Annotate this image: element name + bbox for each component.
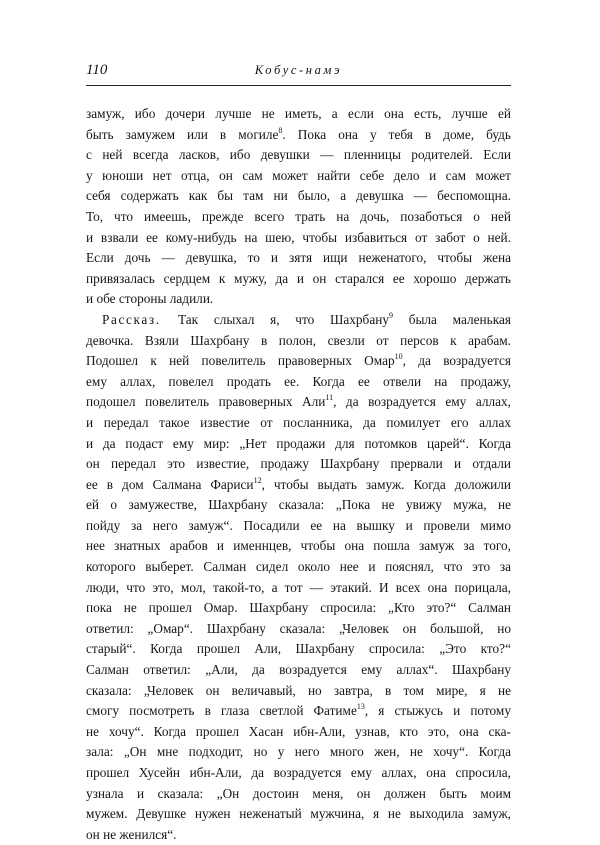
text-fragment: Подошел к ней повелитель правоверных Омар bbox=[86, 353, 395, 369]
text-line bbox=[86, 372, 511, 393]
text-line bbox=[86, 598, 511, 619]
text-line bbox=[86, 351, 511, 372]
text-fragment: Так слыхал я, что Шахрбану bbox=[177, 311, 389, 327]
text-line bbox=[86, 619, 511, 640]
text-fragment: ей о замужестве, Шахрбану сказала: „Пока не увижу мужа, не bbox=[86, 497, 511, 513]
text-line bbox=[86, 742, 511, 763]
text-fragment: он передал это известие, продажу Шахрбану прервали и отдали bbox=[86, 456, 511, 472]
running-title: Кобус-намэ bbox=[254, 63, 343, 77]
footnote-marker: 10 bbox=[394, 352, 403, 362]
text-fragment: , я стыжусь и потому bbox=[364, 703, 511, 719]
text-fragment: с ней всегда ласков, ибо девушки — пленницы родителей. Если bbox=[86, 147, 511, 163]
text-fragment: привязалась сердцем к мужу, да и он старался ее хорошо держать bbox=[86, 270, 511, 286]
text-fragment: которого выберет. Салман сидел около нее и пояснял, что это за bbox=[86, 559, 511, 575]
text-fragment: смогу посмотреть в глаза светлой Фатиме bbox=[86, 703, 357, 719]
text-fragment: не хочу“. Когда прошел Хасан ибн-Али, узнав, кто это, она ска- bbox=[86, 723, 511, 739]
text-fragment: он не женился“. bbox=[86, 826, 177, 842]
text-line bbox=[86, 557, 511, 578]
text-line bbox=[86, 681, 511, 702]
text-line bbox=[86, 145, 511, 166]
text-line bbox=[86, 763, 511, 784]
text-fragment: ее в дом Салмана Фариси bbox=[86, 476, 254, 492]
text-fragment: у юноши нет отца, он сам может найти себе дело и сам может bbox=[86, 167, 511, 183]
text-line bbox=[86, 207, 511, 228]
text-fragment: мужем. Девушке нужен неженатый мужчина, я не выходила замуж, bbox=[86, 806, 511, 822]
text-line bbox=[86, 166, 511, 187]
text-line bbox=[86, 804, 511, 825]
text-fragment: и взвали ее кому-нибудь на шею, чтобы избавиться от забот о ней. bbox=[86, 229, 511, 245]
footnote-marker: 11 bbox=[325, 393, 334, 403]
text-line bbox=[86, 228, 511, 249]
text-line bbox=[86, 331, 511, 352]
text-fragment: ответил: „Омар“. Шахрбану сказала: „Человек он большой, но bbox=[86, 620, 511, 636]
text-line bbox=[86, 784, 511, 805]
text-fragment: пока не прошел Омар. Шахрбану спросила: „Кто это?“ Салман bbox=[86, 600, 511, 616]
text-fragment: , да возрадуется bbox=[402, 353, 511, 369]
text-line bbox=[86, 248, 511, 269]
text-fragment: замуж, ибо дочери лучше не иметь, а если она есть, лучше ей bbox=[86, 106, 511, 121]
text-line bbox=[86, 289, 511, 310]
text-fragment: , чтобы выдать замуж. Когда доложили bbox=[261, 476, 511, 492]
text-line bbox=[86, 722, 511, 743]
text-fragment: пойду за него замуж“. Посадили ее на вышку и провели мимо bbox=[86, 517, 511, 533]
text-fragment: Салман ответил: „Али, да возрадуется ему аллах“. Шахрбану bbox=[86, 662, 511, 678]
text-fragment: То, что имеешь, прежде всего трать на дочь, позаботься о ней bbox=[86, 208, 511, 224]
text-fragment: узнала и сказала: „Он достоин меня, он должен быть моим bbox=[86, 785, 511, 801]
text-fragment: была маленькая bbox=[393, 311, 511, 327]
footnote-marker: 13 bbox=[356, 702, 365, 712]
text-fragment: прошел Хусейн ибн-Али, да возрадуется ему аллах, она спросила, bbox=[86, 765, 511, 780]
footnote-marker: 8 bbox=[278, 125, 283, 135]
text-line bbox=[86, 392, 511, 413]
text-line bbox=[86, 660, 511, 681]
footnote-marker: 12 bbox=[253, 475, 262, 485]
text-line bbox=[86, 125, 511, 146]
text-fragment: подошел повелитель правоверных Али bbox=[86, 394, 326, 410]
page-number: 110 bbox=[86, 62, 108, 78]
text-line bbox=[86, 516, 511, 537]
text-fragment: нее знатных арабов и именнцев, чтобы она пошла замуж за того, bbox=[86, 538, 511, 554]
story-lead-word: Рассказ. bbox=[102, 311, 178, 327]
text-line bbox=[86, 495, 511, 516]
text-fragment: . Пока она у тебя в доме, будь bbox=[282, 126, 511, 142]
text-line bbox=[86, 578, 511, 599]
text-fragment: старый“. Когда прошел Али, Шахрбану спросила: „Это кто?“ bbox=[86, 641, 511, 657]
text-fragment: зала: „Он мне подходит, но у него много жен, не хочу“. Когда bbox=[86, 744, 511, 760]
header-rule bbox=[86, 85, 511, 86]
text-fragment: и да подаст ему мир: „Нет продажи для потомков царей“. Когда bbox=[86, 435, 511, 451]
text-line bbox=[86, 825, 511, 845]
body-text bbox=[86, 104, 511, 845]
text-line bbox=[86, 310, 511, 331]
text-fragment: люди, что это, мол, такой-то, а тот — этакий. И всех она порицала, bbox=[86, 579, 511, 595]
text-line bbox=[86, 104, 511, 125]
text-line bbox=[86, 454, 511, 475]
text-line bbox=[86, 639, 511, 660]
text-fragment: и обе стороны ладили. bbox=[86, 291, 214, 307]
footnote-marker: 9 bbox=[389, 310, 393, 320]
text-line bbox=[86, 701, 511, 722]
text-fragment: сказала: „Человек он величавый, но завтра, в том мире, я не bbox=[86, 682, 511, 698]
text-fragment: быть замужем или в могиле bbox=[86, 126, 279, 142]
text-fragment: себя содержать как бы там ни было, а девушка — беспомощна. bbox=[86, 188, 511, 204]
text-line bbox=[86, 186, 511, 207]
text-fragment: и передал такое известие от посланника, да помилует его аллах bbox=[86, 414, 511, 430]
text-fragment: ему аллах, повелел продать ее. Когда ее отвели на продажу, bbox=[86, 373, 511, 389]
text-fragment: девочка. Взяли Шахрбану в полон, свезли от персов к арабам. bbox=[86, 332, 511, 348]
page-header bbox=[86, 60, 511, 84]
text-line bbox=[86, 536, 511, 557]
text-fragment: Если дочь — девушка, то и зятя ищи неженатого, чтобы жена bbox=[86, 250, 511, 266]
text-line bbox=[86, 475, 511, 496]
text-line bbox=[86, 434, 511, 455]
text-line bbox=[86, 413, 511, 434]
paragraph-1 bbox=[86, 104, 511, 310]
text-line bbox=[86, 269, 511, 290]
text-fragment: , да возрадуется ему аллах, bbox=[333, 394, 511, 410]
